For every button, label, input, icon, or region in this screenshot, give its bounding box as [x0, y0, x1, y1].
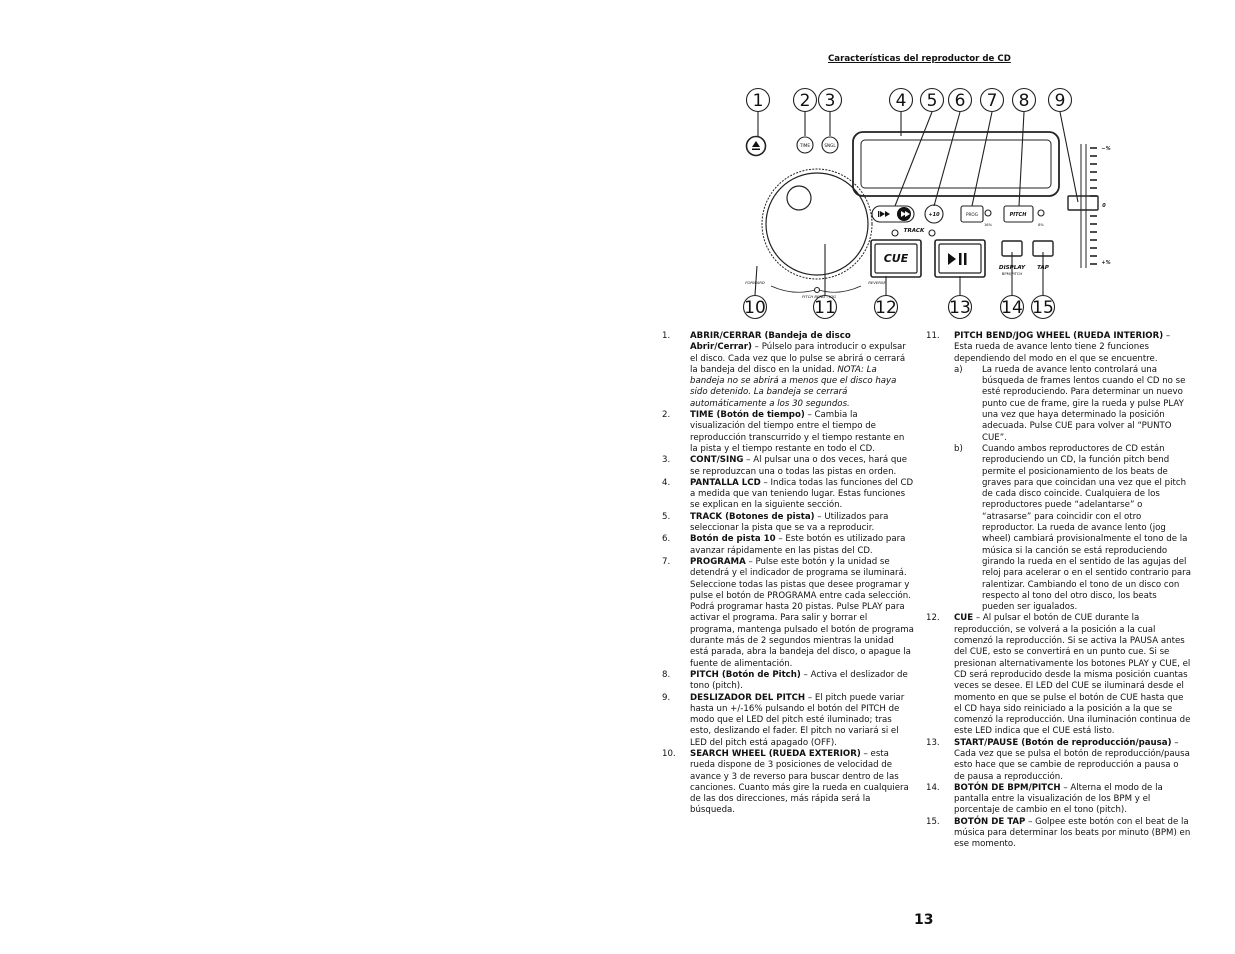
cue-label: CUE	[883, 252, 909, 265]
item-number: 14.	[926, 782, 940, 793]
item-text: – esta rueda dispone de 3 posiciones de velocidad de avance y 3 de reverso para buscar dentro de las canciones. Cuanto más gire la rueda en cualquiera de las dos direcciones, más rápida será la búsqueda.	[690, 748, 909, 816]
item-number: 8.	[662, 669, 671, 680]
item-text: – Este botón es utilizado para avanzar rápidamente en las pistas del CD.	[690, 534, 906, 556]
sub-item	[954, 365, 1191, 444]
list-item	[926, 817, 1191, 851]
sub-item-letter: b)	[954, 443, 963, 454]
list-item	[926, 331, 1191, 613]
callout-7: 7	[986, 91, 998, 111]
slider-bottom-label: +%	[1101, 260, 1111, 266]
item-heading: TRACK (Botones de pista)	[690, 511, 815, 522]
item-number: 2.	[662, 410, 671, 421]
item-number: 9.	[662, 692, 671, 703]
item-heading: Botón de pista 10	[690, 534, 776, 545]
track-label: TRACK	[903, 228, 925, 234]
item-heading: TIME (Botón de tiempo)	[690, 410, 805, 421]
item-text: – Alterna el modo de la pantalla entre la visualización de los BPM y el porcentaje de cambio en el tono (pitch).	[954, 782, 1163, 816]
bpm-pitch-label: BPM/PITCH	[1001, 271, 1023, 276]
tap-label: TAP	[1037, 265, 1049, 271]
sngl-label: SNGL	[824, 143, 836, 148]
callout-6: 6	[954, 91, 966, 111]
callout-1: 1	[752, 91, 764, 111]
item-number: 15.	[926, 816, 940, 827]
page-title: Características del reproductor de CD	[828, 54, 1011, 64]
lcd-display	[853, 132, 1059, 196]
eject-icon	[752, 141, 760, 147]
callout-9: 9	[1054, 91, 1066, 111]
item-heading: CONT/SING	[690, 455, 744, 466]
item-number: 7.	[662, 556, 671, 567]
callout-2: 2	[799, 91, 811, 111]
item-text: – Al pulsar el botón de CUE durante la reproducción, se volverá a la posición a la cual comenzó la reproducción. Si se activa la PAUSA antes del CUE, esto se convertirá en un punto cue. Si se presionan alternativamente los botones PLAY y CUE, el CD será reproducido desde la misma posición cuantas veces se desee. El LED del CUE se iluminará desde el momento en que se pulse el botón de CUE hasta que el CD haya sido reiniciado a la posición a la que se comenzó la reproducción. Una iluminación continua de este LED indica que el CUE está listo.	[954, 613, 1191, 737]
item-number: 6.	[662, 534, 671, 545]
list-item	[662, 749, 914, 817]
sub-item-text: La rueda de avance lento controlará una búsqueda de frames lentos cuando el CD no se esté reproduciendo. Para determinar un nuevo punto cue de frame, gire la rueda y pulse PLAY una vez que haya determinado la posición adecuada. Pulse CUE para volver al “PUNTO CUE”.	[982, 364, 1186, 443]
item-number: 12.	[926, 613, 940, 624]
list-item	[926, 613, 1191, 737]
item-heading: PITCH (Botón de Pitch)	[690, 669, 801, 680]
slider-mid-label: 0	[1102, 203, 1106, 209]
item-text: – Utilizados para seleccionar la pista que se va a reproducir.	[690, 511, 889, 534]
item-heading: ABRIR/CERRAR (Bandeja de disco Abrir/Cerrar)	[690, 331, 851, 353]
item-heading: PANTALLA LCD	[690, 477, 761, 488]
callout-10: 10	[744, 298, 766, 318]
callout-15: 15	[1032, 298, 1054, 318]
pause-icon	[959, 253, 962, 265]
play-icon	[948, 253, 956, 265]
features-list-right	[926, 331, 1191, 851]
list-item	[662, 410, 914, 455]
item-note: NOTA: La bandeja no se abrirá a menos que el disco haya sido detenido. La bandeja se cerrará automáticamente a los 30 segundos.	[690, 364, 897, 409]
pitch-slider-knob	[1068, 196, 1098, 210]
item-heading: SEARCH WHEEL (RUEDA EXTERIOR)	[690, 748, 861, 759]
sub-item-text: Cuando ambos reproductores de CD están reproduciendo un CD, la función pitch bend permite el posicionamiento de los beats de graves para que coincidan una vez que el pitch de cada disco coincide. Cualquiera de los reproductores puede “adelantarse” o “atrasarse” para coincidir con el otro reproductor. La rueda de avance lento (jog wheel) cambiará provisionalmente el tono de la música si la canción se está reproduciendo girando la rueda en el sentido de las agujas del reloj para acelerar o en el sentido contrario para ralentizar. Cambiando el tono de un disco con respecto al tono del otro disco, los beats pueden ser igualados.	[982, 443, 1191, 613]
item-text: – Púlselo para introducir o expulsar el disco. Cada vez que lo pulse se abrirá o cerrará la bandeja del disco en la unidad.	[690, 342, 906, 375]
item-text: – Cambia la visualización del tiempo entre el tiempo de reproducción transcurrido y el tiempo restante en la pista y el tiempo restante en todo el CD.	[690, 410, 905, 454]
sub-item	[954, 444, 1191, 613]
callout-13: 13	[949, 298, 971, 318]
callout-5: 5	[926, 91, 938, 111]
time-label: TIME	[799, 143, 811, 148]
cd-player-diagram	[735, 84, 1125, 324]
item-heading: START/PAUSE (Botón de reproducción/pausa)	[954, 737, 1172, 748]
page-number: 13	[914, 912, 934, 928]
list-item	[662, 670, 914, 693]
item-heading: BOTÓN DE TAP	[954, 816, 1026, 827]
item-heading: PITCH BEND/JOG WHEEL (RUEDA INTERIOR)	[954, 331, 1164, 341]
item-text: – Al pulsar una o dos veces, hará que se reproduzcan una o todas las pistas en orden.	[690, 455, 908, 477]
item-heading: PROGRAMA	[690, 556, 746, 567]
item-number: 10.	[662, 748, 676, 759]
item-number: 3.	[662, 455, 671, 466]
jog-forward-label: FORWARD	[745, 280, 765, 285]
list-item	[926, 738, 1191, 783]
pct-16-label: 16%	[984, 223, 992, 227]
item-text: – Golpee este botón con el beat de la música para determinar los beats por minuto (BPM) en ese momento.	[954, 816, 1191, 850]
item-heading: CUE	[954, 613, 974, 624]
list-item	[662, 478, 914, 512]
list-item	[926, 783, 1191, 817]
list-item	[662, 693, 914, 749]
list-item	[662, 557, 914, 670]
list-item	[662, 534, 914, 557]
item-text: – Pulse este botón y la unidad se detendrá y el indicador de programa se iluminará. Seleccione todas las pistas que desee programar y pulse el botón de PROGRAMA entre cada selección. Podrá programar hasta 20 pistas. Pulse PLAY para activar el programa. Para salir y borrar el programa, mantenga pulsado el botón de programa durante más de 2 segundos mientras la unidad está parada, abra la bandeja del disco, o apague la fuente de alimentación.	[690, 556, 914, 669]
plus10-label: +10	[928, 212, 940, 218]
pitch-label: PITCH	[1009, 212, 1027, 218]
item-number: 5.	[662, 511, 671, 522]
item-text: – Activa el deslizador de tono (pitch).	[690, 669, 908, 692]
item-heading: BOTÓN DE BPM/PITCH	[954, 782, 1061, 793]
sub-item-letter: a)	[954, 364, 963, 375]
pct-8-label: 8%	[1038, 223, 1044, 227]
item-text: – Esta rueda de avance lento tiene 2 funciones dependiendo del modo en el que se encuentre.	[954, 331, 1171, 364]
item-text: – El pitch puede variar hasta un +/-16% pulsando el botón del PITCH de modo que el LED del pitch esté iluminado; tras esto, deslizando el fader. El pitch no variará si el LED del pitch está apagado (OFF).	[690, 692, 905, 748]
display-label: DISPLAY	[998, 265, 1026, 271]
list-item	[662, 331, 914, 410]
item-number: 4.	[662, 477, 671, 488]
item-number: 1.	[662, 331, 671, 341]
callout-8: 8	[1018, 91, 1030, 111]
features-list-left	[662, 331, 914, 817]
list-item	[662, 455, 914, 478]
item-text: – Cada vez que se pulsa el botón de reproducción/pausa esto hace que se cambie de reproducción a pausa o de pausa a reproducción.	[954, 737, 1190, 782]
item-number: 13.	[926, 737, 940, 748]
item-text: – Indica todas las funciones del CD a medida que van teniendo lugar. Estas funciones se explican en la siguiente sección.	[690, 477, 914, 511]
list-item	[662, 512, 914, 535]
jog-reverse-label: REVERSE	[868, 280, 886, 285]
callout-14: 14	[1001, 298, 1023, 318]
slider-top-label: −%	[1101, 146, 1111, 152]
item-heading: DESLIZADOR DEL PITCH	[690, 692, 806, 703]
callout-11: 11	[814, 298, 836, 318]
item-number: 11.	[926, 331, 940, 341]
callout-12: 12	[875, 298, 897, 318]
jog-pitch-bend-label: PITCH BEND - JOG	[801, 294, 837, 299]
callout-4: 4	[895, 91, 907, 111]
callout-3: 3	[824, 91, 836, 111]
prog-label: PROG	[966, 212, 978, 217]
